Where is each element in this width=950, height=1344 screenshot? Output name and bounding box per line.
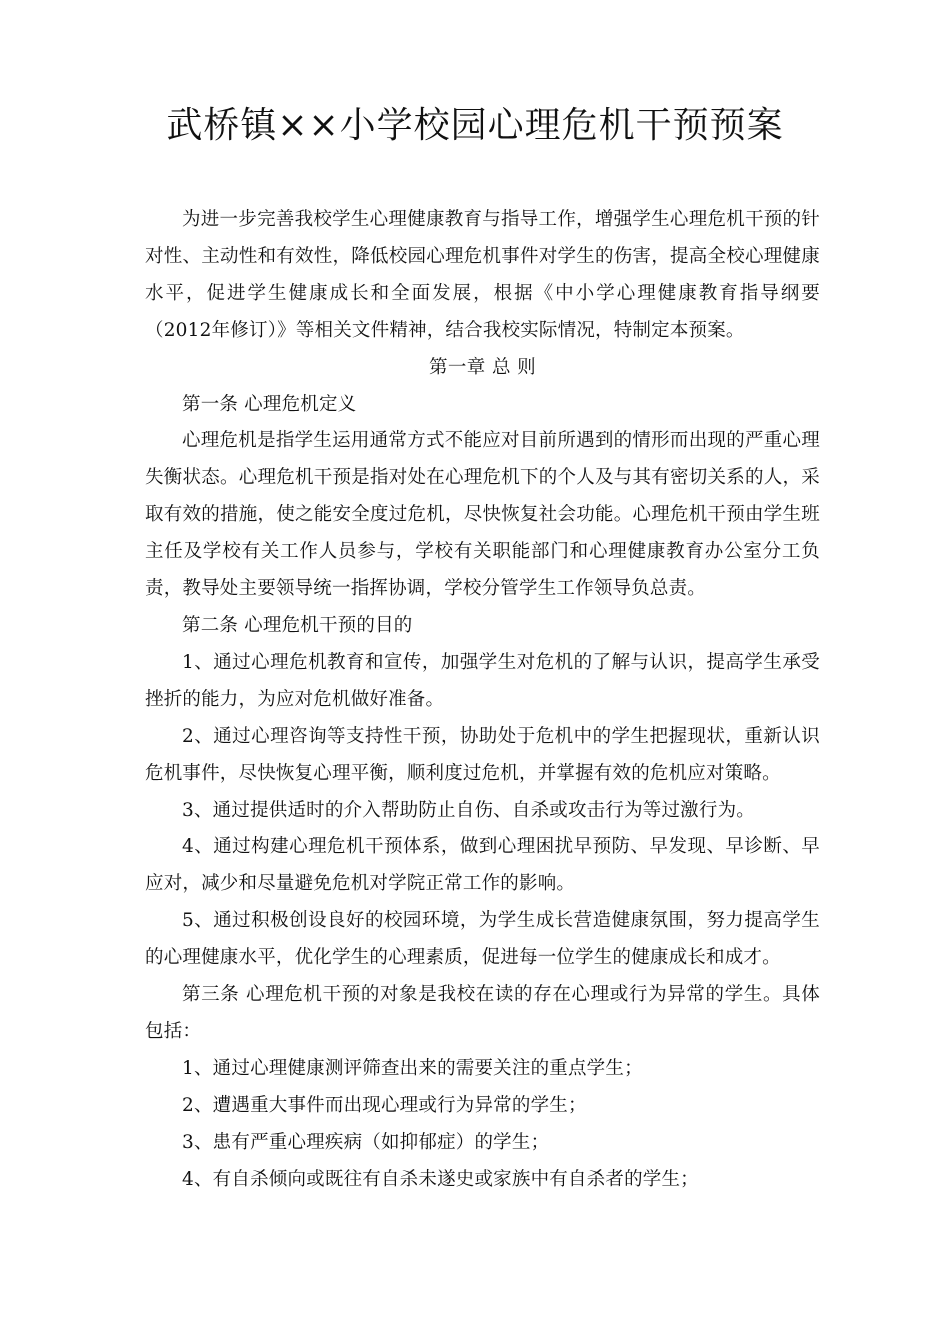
chapter-heading: 第一章 总 则	[428, 356, 537, 378]
article-2-item: 4、通过构建心理危机干预体系，做到心理困扰早预防、早发现、早诊断、早应对，减少和尽量避免危机对学院正常工作的影响。	[145, 836, 820, 895]
article-3-item: 3、患有严重心理疾病（如抑郁症）的学生；	[182, 1131, 550, 1153]
article-3-item: 2、遭遇重大事件而出现心理或行为异常的学生；	[182, 1094, 587, 1116]
document-body	[145, 202, 820, 1198]
article-2-item: 3、通过提供适时的介入帮助防止自伤、自杀或攻击行为等过激行为。	[182, 799, 755, 821]
article-2-item: 1、通过心理危机教育和宣传，加强学生对危机的了解与认识，提高学生承受挫折的能力，为应对危机做好准备。	[145, 651, 820, 710]
article-2-heading: 第二条 心理危机干预的目的	[182, 614, 413, 636]
article-2-item: 5、通过积极创设良好的校园环境，为学生成长营造健康氛围，努力提高学生的心理健康水平，优化学生的心理素质，促进每一位学生的健康成长和成才。	[145, 910, 820, 969]
article-1-heading: 第一条 心理危机定义	[182, 393, 357, 415]
article-3-heading: 第三条 心理危机干预的对象是我校在读的存在心理或行为异常的学生。具体包括：	[145, 984, 820, 1042]
article-2-item: 2、通过心理咨询等支持性干预，协助处于危机中的学生把握现状，重新认识危机事件，尽快恢复心理平衡，顺利度过危机，并掌握有效的危机应对策略。	[145, 725, 820, 784]
document-title: 武桥镇××小学校园心理危机干预预案	[166, 105, 784, 146]
article-3-item: 4、有自杀倾向或既往有自杀未遂史或家族中有自杀者的学生；	[182, 1168, 699, 1190]
article-3-item: 1、通过心理健康测评筛查出来的需要关注的重点学生；	[182, 1057, 643, 1079]
intro-paragraph: 为进一步完善我校学生心理健康教育与指导工作，增强学生心理危机干预的针对性、主动性和有效性，降低校园心理危机事件对学生的伤害，提高全校心理健康水平，促进学生健康成长和全面发展，根据《中小学心理健康教育指导纲要（2012年修订）》等相关文件精神，结合我校实际情况，特制定本预案。	[145, 209, 820, 341]
article-1-text: 心理危机是指学生运用通常方式不能应对目前所遇到的情形而出现的严重心理失衡状态。心理危机干预是指对处在心理危机下的个人及与其有密切关系的人，采取有效的措施，使之能安全度过危机，尽快恢复社会功能。心理危机干预由学生班主任及学校有关工作人员参与，学校有关职能部门和心理健康教育办公室分工负责，教导处主要领导统一指挥协调，学校分管学生工作领导负总责。	[145, 430, 820, 600]
